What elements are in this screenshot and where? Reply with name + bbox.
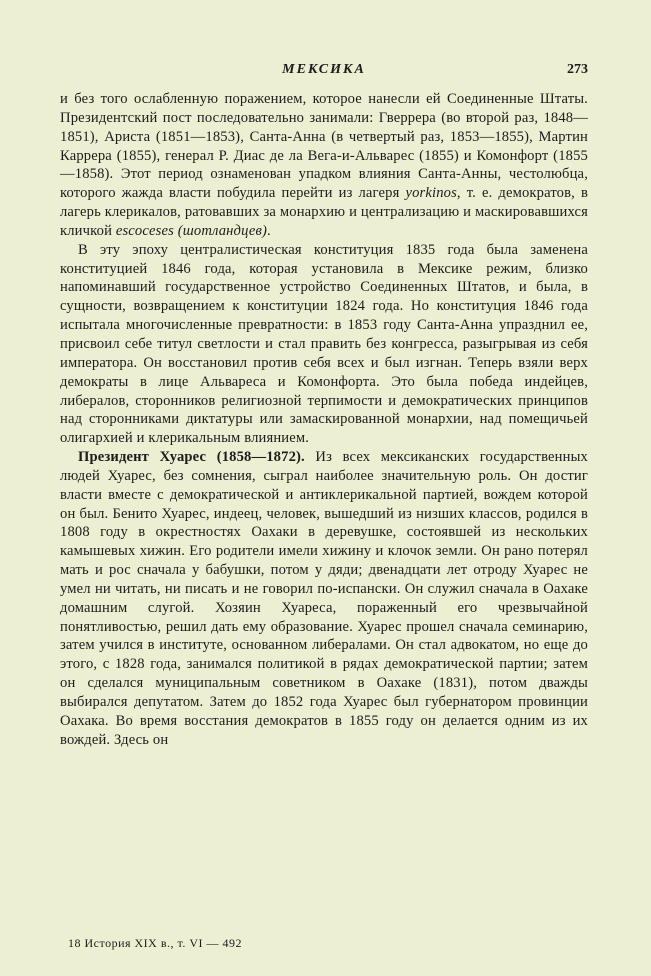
- paragraph-1-part-1: и без того ослабленную поражением, которое нанесли ей Соединенные Штаты. Президентский пост последовательно занимали: Гверрера (во второй раз, 1848—1851), Ариста (1851—1853), Санта-Анна (в четвертый раз, 1853—1855), Мартин Каррера (1855), генерал Р. Диас де ла Вега-и-Альварес (1855) и Комонфорт (1855—1858). Этот период ознаменован упадком влияния Санта-Анны, честолюбца, которого жажда власти побудила перейти из лагеря: [60, 91, 588, 202]
- paragraph-1-part-2: , т. е. демократов, в лагерь клерикалов, ратовавших за монархию и централизацию и маскировавшихся кличкой: [60, 185, 589, 239]
- paragraph-1-part-3: .: [267, 222, 271, 239]
- page-number: 273: [567, 62, 588, 77]
- book-page: [60, 0, 588, 976]
- section-heading-juarez: Президент Хуарес (1858—1872).: [78, 449, 305, 466]
- term-yorkinos: yorkinos: [405, 185, 457, 202]
- body-text: [60, 90, 588, 750]
- term-escoceses: escoceses (шотландцев): [115, 222, 268, 239]
- paragraph-2: В эту эпоху централистическая конституция 1835 года была заменена конституцией 1846 года, которая установила в Мексике режим, близко напоминавший государственное устройство Соединенных Штатов, и была, в сущности, возвращением к конституции 1824 года. Но конституция 1846 года испытала многочисленные превратности: в 1853 году Санта-Анна упразднил ее, присвоил себе титул светлости и стал править без конгресса, разыгрывая из себя императора. Он восстановил против себя всех и был изгнан. Теперь взяли верх демократы в лице Альвареса и Комонфорта. Это была победа индейцев, либералов, сторонников религиозной терпимости и демократических принципов над сторонниками диктатуры или замаскированной монархии, над помещичьей олигархией и клерикальным влиянием.: [60, 241, 588, 447]
- running-head: [60, 62, 588, 82]
- paragraph-3: [60, 448, 588, 750]
- paragraph-1: [60, 90, 588, 241]
- printer-signature: 18 История XIX в., т. VI — 492: [68, 936, 243, 950]
- paragraph-3-text: Из всех мексиканских государственных людей Хуарес, без сомнения, сыграл наиболее значительную роль. Он достиг власти вместе с демократической и антиклерикальной партией, вождем которой он был. Бенито Хуарес, индеец, человек, вышедший из низших классов, родился в 1808 году в окрестностях Оахаки в деревушке, состоявшей из нескольких камышевых хижин. Его родители имели хижину и клочок земли. Он рано потерял мать и рос сначала у бабушки, потом у дяди; двенадцати лет отроду Хуарес не умел ни читать, ни писать и не говорил по-испански. Он служил сначала в Оахаке домашним слугой. Хозяин Хуареса, пораженный его чрезвычайной понятливостью, решил дать ему образование. Хуарес прошел сначала семинарию, затем учился в институте, основанном либералами. Он стал адвокатом, но еще до этого, с 1828 года, занимался политикой в рядах демократической партии; затем он сделался муниципальным советником в Оахаке (1831), потом дважды выбирался депутатом. Затем до 1852 года Хуарес был губернатором провинции Оахака. Во время восстания демократов в 1855 году он делается одним из их вождей. Здесь он: [60, 449, 588, 748]
- running-title: МЕКСИКА: [282, 62, 366, 77]
